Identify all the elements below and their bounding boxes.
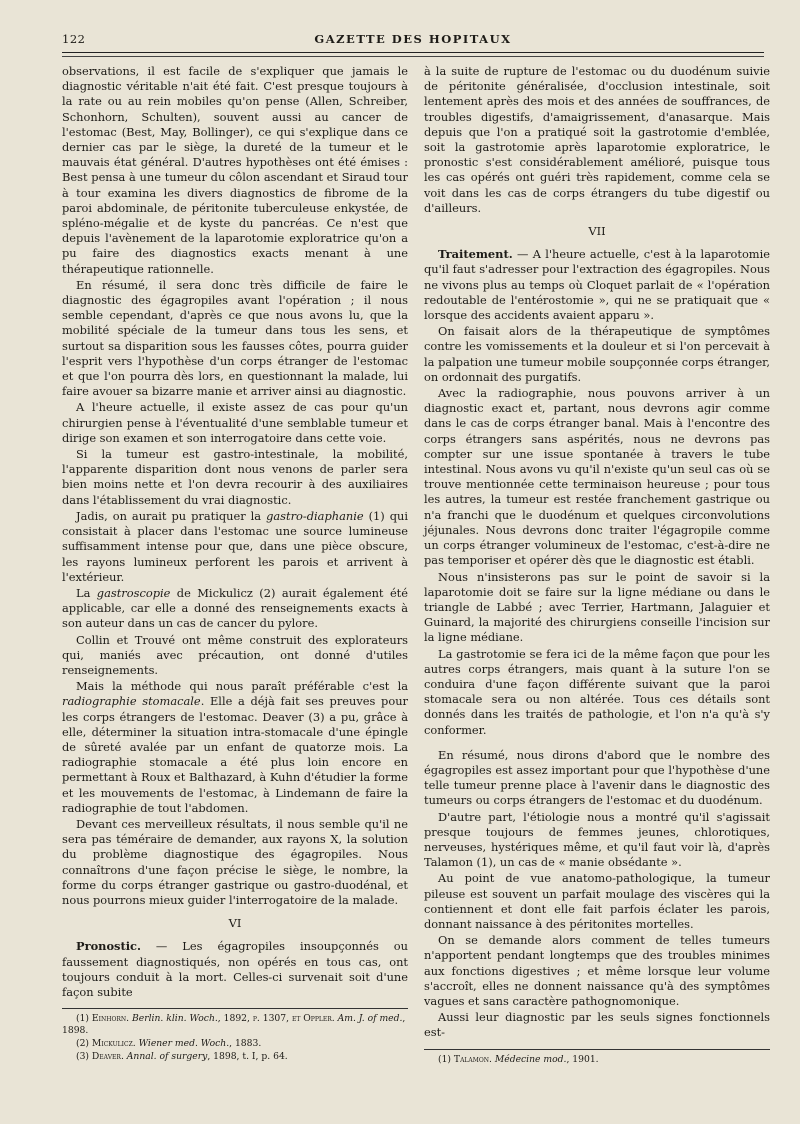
right-column — [424, 64, 770, 1066]
paragraph: Au point de vue anatomo-pathologique, la tumeur pileuse est souvent un parfait moulage des viscères qui la contiennent et dont elle fait parfois éclater les parois, donnant naissance à des péritonites mortelles. — [424, 871, 770, 931]
paragraph: Collin et Trouvé ont même construit des explorateurs qui, maniés avec précaution, ont donné d'utiles renseignements. — [62, 632, 408, 677]
section-heading: Pronostic. — [76, 939, 141, 954]
footnote-rule — [424, 1049, 770, 1050]
footnote: (3) Deaver. Annal. of surgery, 1898, t. I, p. 64. — [76, 1051, 288, 1063]
section-number: VI — [228, 916, 242, 931]
header-rule — [62, 52, 764, 53]
paragraph: Jadis, on aurait pu pratiquer la gastro-diaphanie (1) qui consistait à placer dans l'estomac une source lumineuse suffisamment intense pour que, dans une pièce obscure, les rayons lumineux perforent les parois et arrivent à l'extérieur. — [62, 508, 408, 584]
paragraph: à la suite de rupture de l'estomac ou du duodénum suivie de péritonite généralisée, d'occlusion intestinale, soit lentement après des mois et des années de souffrances, de troubles digestifs, d'amaigrissement, d'anasarque. Mais depuis que l'on a pratiqué soit la gastrotomie d'emblée, soit la gastrotomie après laparotomie exploratrice, le pronostic s'est considérablement amélioré, puisque tous les cas opérés ont guéri très rapidement, comme cela se voit dans les cas de corps étrangers du tube digestif ou d'ailleurs. — [424, 64, 770, 215]
paragraph: observations, il est facile de s'expliquer que jamais le diagnostic véritable n'ait été fait. C'est presque toujours à la rate ou au rein mobiles qu'on pense (Allen, Schreiber, Schonhorn, Schulten), souvent aussi au cancer de l'estomac (Best, May, Bollinger), ce qui s'explique dans ce dernier cas par le siège, la dureté de la tumeur et le mauvais état général. D'autres hypothèses ont été émises : Best pensa à une tumeur du côlon ascendant et Siraud tour à tour examina les divers diagnostics de fibrome de la paroi abdominale, de péritonite tuberculeuse enkystée, de spléno-mégalie et de kyste du pancréas. Ce n'est que depuis l'avènement de la laparotomie exploratrice qu'on a pu faire des diagnostics exacts menant à une thérapeutique rationnelle. — [62, 64, 408, 276]
left-column — [62, 64, 408, 1063]
paragraph: A l'heure actuelle, il existe assez de cas pour qu'un chirurgien pense à l'éventualité d'une semblable tumeur et dirige son examen et son interrogatoire dans cette voie. — [62, 400, 408, 445]
paragraph: Devant ces merveilleux résultats, il nous semble qu'il ne sera pas téméraire de demander, aux rayons X, la solution du problème diagnostique des égagropiles. Nous connaîtrons d'une façon précise le siège, le nombre, la forme du corps étranger gastrique ou gastro-duodénal, et nous pourrons mieux guider l'interrogatoire de la malade. — [62, 816, 408, 907]
paragraph: On se demande alors comment de telles tumeurs n'apportent pendant longtemps que des troubles minimes aux fonctions digestives ; et même lorsque leur volume s'accroît, elles ne donnent naissance qu'à des symptômes vagues et sans caractère pathognomonique. — [424, 933, 770, 1008]
paragraph: On faisait alors de la thérapeutique de symptômes contre les vomissements et la douleur et si l'on percevait à la palpation une tumeur mobile soupçonnée corps étranger, on ordonnait des purgatifs. — [424, 324, 770, 384]
journal-title: GAZETTE DES HOPITAUX — [314, 32, 512, 46]
paragraph: La gastroscopie de Mickulicz (2) aurait également été applicable, car elle a donné des renseignements exacts à son auteur dans un cas de cancer du pylore. — [62, 585, 408, 631]
paragraph: Aussi leur diagnostic par les seuls signes fonctionnels est- — [424, 1010, 770, 1040]
paragraph: D'autre part, l'étiologie nous a montré qu'il s'agissait presque toujours de femmes jeunes, chlorotiques, nerveuses, hystériques même, et qu'il faut voir là, d'après Talamon (1), un cas de « manie obsédante ». — [424, 809, 770, 870]
section-heading: Traitement. — [438, 247, 513, 262]
section-number: VII — [588, 224, 606, 239]
footnote: (1) Einhorn. Berlin. klin. Woch., 1892, p. 1307, et Oppler. Am. J. of med., 1898. — [62, 1013, 406, 1037]
paragraph: Mais la méthode qui nous paraît préférable c'est la radiographie stomacale. Elle a déjà fait ses preuves pour les corps étrangers de l'estomac. Deaver (3) a pu, grâce à elle, déterminer la situation intra-stomacale d'une épingle de sûreté avalée par un enfant de quatorze mois. La radiographie stomacale a été plus loin encore en permettant à Roux et Balthazard, à Kuhn d'étudier la forme et les mouvements de l'estomac, à Lindemann de faire la radiographie de tout l'abdomen. — [62, 679, 408, 815]
paragraph: La gastrotomie se fera ici de la même façon que pour les autres corps étrangers, mais quant à la suture l'on se conduira d'une façon différente suivant que la paroi stomacale sera ou non altérée. Tous ces détails sont donnés dans les traités de pathologie, et l'on n'a qu'à s'y conformer. — [424, 646, 770, 737]
header-rule-thin — [62, 56, 764, 57]
emphasis: gastroscopie — [96, 585, 171, 600]
footnote: (1) Talamon. Médecine mod., 1901. — [438, 1053, 599, 1065]
paragraph: Pronostic. — Les égagropiles insoupçonnés ou faussement diagnostiqués, non opérés en tous cas, ont toujours conduit à la mort. Celles-ci survenait soit d'une façon subite — [62, 939, 408, 999]
paragraph: En résumé, nous dirons d'abord que le nombre des égagropiles est assez important pour que l'hypothèse d'une telle tumeur prenne place à l'avenir dans le diagnostic des tumeurs ou corps étrangers de l'estomac et du duodénum. — [424, 747, 770, 808]
paragraph: Si la tumeur est gastro-intestinale, la mobilité, l'apparente disparition dont nous venons de parler sera bien moins nette et l'on devra recourir à des auxiliaires dans l'établissement du vrai diagnostic. — [62, 447, 408, 507]
paragraph: Avec la radiographie, nous pouvons arriver à un diagnostic exact et, partant, nous devrons agir comme dans le cas de corps étranger banal. Mais à l'encontre des corps étrangers sans aspérités, nous ne devrons pas compter sur une issue spontanée à travers le tube intestinal. Nous avons vu qu'il n'existe qu'un seul cas où se trouve mentionnée cette terminaison heureuse ; pour tous les autres, la tumeur est restée franchement gastrique ou n'a franchi que le duodénum et quelques circonvolutions jéjunales. Nous devrons donc traiter l'égagropile comme un corps étranger volumineux de l'estomac, c'est-à-dire ne pas temporiser et opérer dès que le diagnostic est établi. — [424, 386, 770, 568]
paragraph: Traitement. — A l'heure actuelle, c'est à la laparotomie qu'il faut s'adresser pour l'extraction des égagropiles. Nous ne vivons plus au temps où Cloquet parlait de « l'opération redoutable de l'entérostomie », qui ne se pratiquait que « lorsque des accidents avaient apparu ». — [424, 247, 770, 323]
paragraph: Nous n'insisterons pas sur le point de savoir si la laparotomie doit se faire sur la ligne médiane ou dans le triangle de Labbé ; avec Terrier, Hartmann, Jalaguier et Guinard, la majorité des chirurgiens conseille l'incision sur la ligne médiane. — [424, 569, 770, 645]
emphasis: gastro-diaphanie — [266, 508, 364, 523]
footnote-rule — [62, 1008, 408, 1009]
emphasis: radiographie stomacale — [62, 694, 201, 709]
running-header — [62, 28, 764, 48]
page-number: 122 — [62, 32, 86, 46]
paragraph: En résumé, il sera donc très difficile de faire le diagnostic des égagropiles avant l'opération ; il nous semble cependant, d'après ce que nous avons lu, que la mobilité spéciale de la tumeur dans tous les sens, et surtout sa disparition sous les fausses côtes, pourra guider l'esprit vers l'hypothèse d'un corps étranger de l'estomac et que l'on pourra dès lors, en questionnant la malade, lui faire avouer sa bizarre manie et arriver ainsi au diagnostic. — [62, 277, 408, 399]
footnote: (2) Mickulicz. Wiener med. Woch., 1883. — [76, 1038, 262, 1050]
